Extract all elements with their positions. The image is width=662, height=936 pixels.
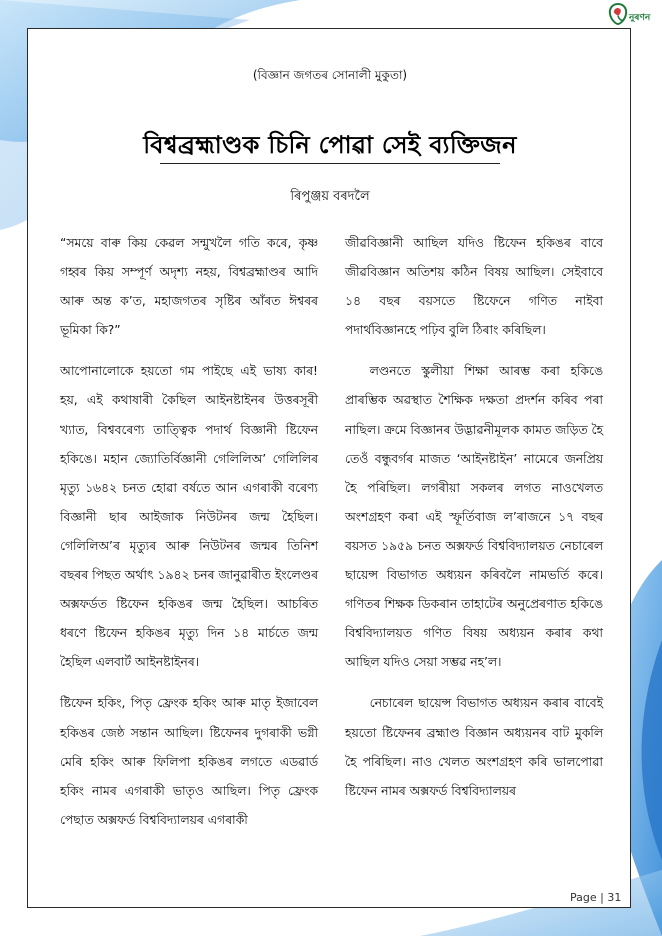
paragraph: লণ্ডনতে স্কুলীয়া শিক্ষা আৰম্ভ কৰা হকিঙে প্ৰাৰম্ভিক অৱস্থাত শৈক্ষিক দক্ষতা প্ৰদৰ্শন কৰিব পৰা নাছিল। ক্ৰমে বিজ্ঞানৰ উদ্ভাৱনীমূলক কামত জড়িত হৈ তেওঁ বন্ধুবৰ্গৰ মাজত ‘আইনষ্টাইন’ নামেৰে জনপ্ৰিয় হৈ পৰিছিল। লগৰীয়া সকলৰ লগত নাওখেলত অংশগ্ৰহণ কৰা এই স্ফূৰ্তিবাজ ল’ৰাজনে ১৭ বছৰ বয়সত ১৯৫৯ চনত অক্সফৰ্ড বিশ্ববিদ্যালয়ত নেচাৰেল ছায়েন্স বিভাগত অধ্যয়ন কৰিবলৈ নামভৰ্তি কৰে। গণিতৰ শিক্ষক ডিকৰান তাহাটেৰ অনুপ্ৰেৰণাত হকিঙে বিশ্ববিদ্যালয়ত গণিত বিষয় অধ্যয়ন কৰাৰ কথা আছিল যদিও সেয়া সম্ভৱ নহ’ল। (345, 364, 603, 670)
paragraph: ষ্টিফেন হকিং, পিতৃ ফ্ৰেংক হকিং আৰু মাতৃ ইজাবেল হকিঙৰ জেষ্ঠ সন্তান আছিল। ষ্টিফেনৰ দুগৰাকী ভগ্নী মেৰি হকিং আৰু ফিলিপা হকিঙৰ লগতে এডৱাৰ্ড হকিং নামৰ এগৰাকী ভাতৃও আছিল। পিতৃ ফ্ৰেংক পেছাত অক্সফৰ্ড বিশ্ববিদ্যালয়ৰ এগৰাকী (60, 696, 318, 827)
right-column (345, 229, 603, 818)
author-name: ৰিপুঞ্জয় বৰদলৈ (290, 189, 370, 204)
paragraph: “সময়ে বাৰু কিয় কেৱল সন্মুখলৈ গতি কৰে, কৃষ্ণ গহ্বৰ কিয় সম্পূৰ্ণ অদৃশ্য নহয়, বিশ্বব্ৰহ্মাণ্ডৰ আদি আৰু অন্ত ক’ত, মহাজগতৰ সৃষ্টিৰ আঁৰত ঈশ্বৰৰ ভূমিকা কি?” (60, 236, 318, 338)
left-column (60, 229, 318, 847)
page-frame (27, 28, 631, 908)
paragraph: জীৱবিজ্ঞানী আছিল যদিও ষ্টিফেন হকিঙৰ বাবে জীৱবিজ্ঞান অতিশয় কঠিন বিষয় আছিল। সেইবাবে ১৪ বছৰ বয়সতে ষ্টিফেনে গণিত নাইবা পদাৰ্থবিজ্ঞানহে পঢ়িব বুলি ঠিৰাং কৰিছিল। (345, 236, 603, 338)
article-title: বিশ্বব্ৰহ্মাণ্ডক চিনি পোৱা সেই ব্যক্তিজন (143, 131, 517, 159)
logo-mark-icon (607, 2, 629, 26)
paragraph: নেচাৰেল ছায়েন্স বিভাগত অধ্যয়ন কৰাৰ বাবেই হয়তো ষ্টিফেনৰ ব্ৰহ্মাণ্ড বিজ্ঞান অধ্যয়নৰ বাট মুকলি হৈ পৰিছিল। নাও খেলত অংশগ্ৰহণ কৰি ভালপোৱা ষ্টিফেন নামৰ অক্সফৰ্ড বিশ্ববিদ্যালয়ৰ (345, 696, 603, 798)
magazine-logo (607, 2, 661, 28)
series-subtitle: (বিজ্ঞান জগতৰ সোনালী মুকুতা) (252, 68, 408, 82)
logo-text: নুৰণন (629, 13, 651, 23)
paragraph: আপোনালোকে হয়তো গম পাইছে এই ভাষ্য কাৰ! হয়, এই কথাষাৰী কৈছিল আইনষ্টাইনৰ উত্তৰসূৰী খ্যাত, বিশ্ববৰেণ্য তাত্ত্বিক পদাৰ্থ বিজ্ঞানী ষ্টিফেন হকিঙে। মহান জ্যোতিৰ্বিজ্ঞানী গেলিলিঅ’ গেলিলিৰ মৃত্যু ১৬৪২ চনত হোৱা বৰ্ষতে আন এগৰাকী বৰেণ্য বিজ্ঞানী ছাৰ আইজাক নিউটনৰ জন্ম হৈছিল। গেলিলিঅ’ৰ মৃত্যুৰ আৰু নিউটনৰ জন্মৰ তিনিশ বছৰৰ পিছত অৰ্থাৎ ১৯৪২ চনৰ জানুৱাৰীত ইংলেণ্ডৰ অক্সফৰ্ডত ষ্টিফেন হকিঙৰ জন্ম হৈছিল। আচৰিত ধৰণে ষ্টিফেন হকিঙৰ মৃত্যু দিন ১৪ মাৰ্চতে জন্ম হৈছিল এলবাৰ্ট আইনষ্টাইনৰ। (60, 364, 318, 670)
page-number: Page | 31 (570, 891, 622, 904)
title-underline (160, 163, 500, 164)
